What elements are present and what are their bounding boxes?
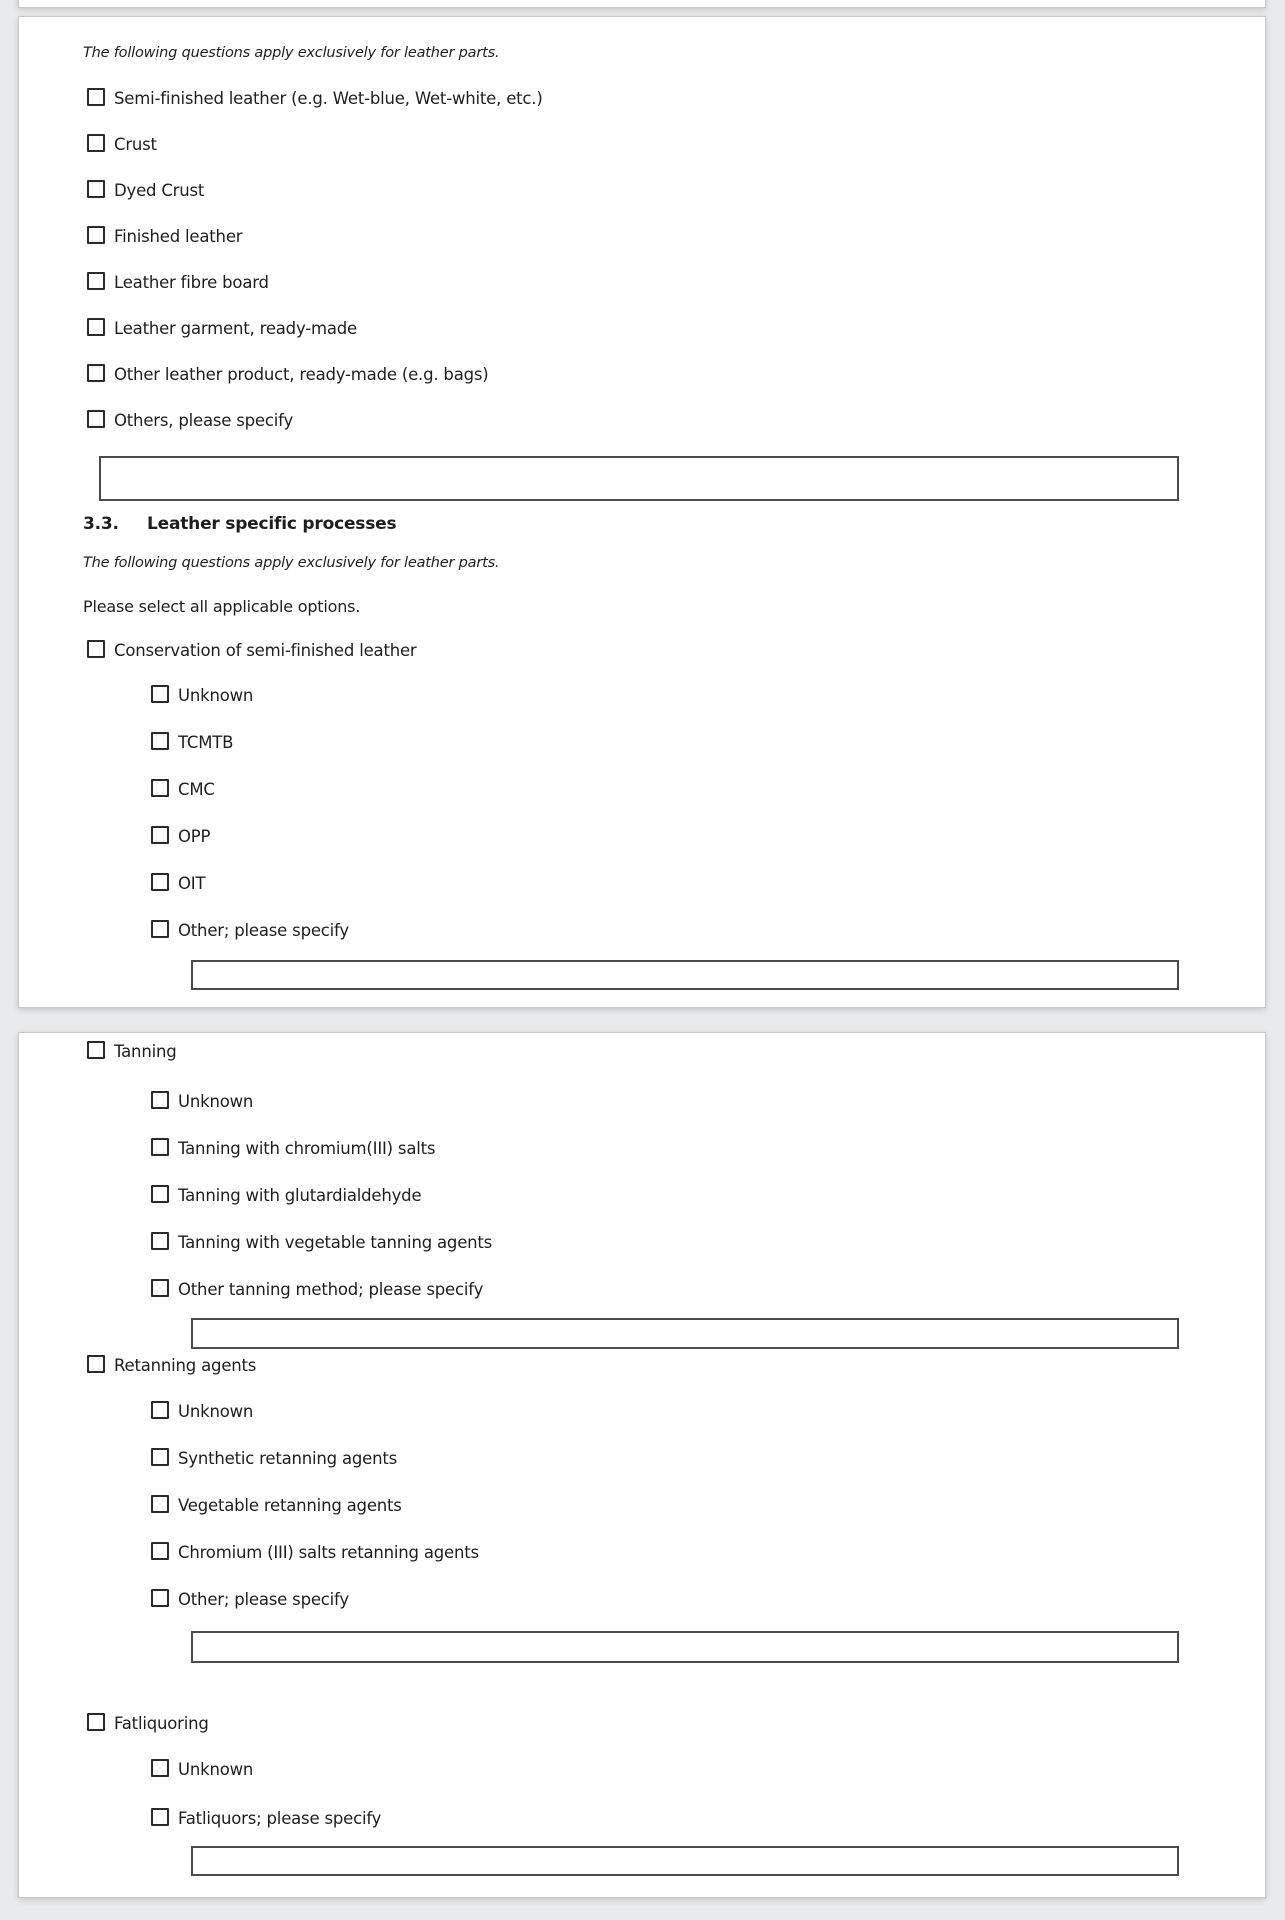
section-heading [83, 513, 1265, 535]
leather-fibre-board-checkbox[interactable] [87, 272, 105, 290]
tanning-other-label: Other tanning method; please specify [178, 1279, 484, 1299]
others-specify-input[interactable] [99, 456, 1179, 501]
option-row-leather-garment [87, 318, 1265, 338]
tanning-glutardialdehyde-checkbox[interactable] [151, 1185, 169, 1203]
conservation-cmc-label: CMC [178, 779, 215, 799]
tanning-unknown-checkbox[interactable] [151, 1091, 169, 1109]
option-row-retanning-chromium [151, 1542, 1265, 1562]
fatliquoring-unknown-label: Unknown [178, 1759, 254, 1779]
retanning-synthetic-label: Synthetic retanning agents [178, 1448, 398, 1468]
option-row-retanning-synthetic [151, 1448, 1265, 1468]
document-page-1 [18, 16, 1266, 1008]
fatliquors-specify-label: Fatliquors; please specify [178, 1808, 382, 1828]
option-row-tanning-chromium [151, 1138, 1265, 1158]
option-row-crust [87, 134, 1265, 154]
option-row-others-specify [87, 410, 1265, 430]
others-specify-label: Others, please specify [114, 410, 294, 430]
option-row-retanning-unknown [151, 1401, 1265, 1421]
conservation-other-checkbox[interactable] [151, 920, 169, 938]
tanning-vegetable-label: Tanning with vegetable tanning agents [178, 1232, 493, 1252]
option-row-retanning-vegetable [151, 1495, 1265, 1515]
option-row-dyed-crust [87, 180, 1265, 200]
fatliquoring-label: Fatliquoring [114, 1713, 209, 1733]
retanning-unknown-checkbox[interactable] [151, 1401, 169, 1419]
tanning-other-input[interactable] [191, 1318, 1179, 1349]
conservation-opp-checkbox[interactable] [151, 826, 169, 844]
option-row-retanning-other [151, 1589, 1265, 1609]
semi-finished-leather-checkbox[interactable] [87, 88, 105, 106]
fatliquors-specify-checkbox[interactable] [151, 1808, 169, 1826]
option-row-retanning [87, 1355, 1265, 1375]
conservation-other-label: Other; please specify [178, 920, 349, 940]
dyed-crust-label: Dyed Crust [114, 180, 205, 200]
conservation-oit-label: OIT [178, 873, 206, 893]
crust-label: Crust [114, 134, 157, 154]
option-row-semi-finished-leather [87, 88, 1265, 108]
conservation-tcmtb-checkbox[interactable] [151, 732, 169, 750]
conservation-unknown-checkbox[interactable] [151, 685, 169, 703]
retanning-label: Retanning agents [114, 1355, 257, 1375]
section-instruction: Please select all applicable options. [83, 597, 361, 616]
previous-page-edge [18, 0, 1266, 8]
section-title: Leather specific processes [147, 514, 397, 534]
retanning-synthetic-checkbox[interactable] [151, 1448, 169, 1466]
retanning-other-checkbox[interactable] [151, 1589, 169, 1607]
option-row-fatliquoring [87, 1713, 1265, 1733]
conservation-label: Conservation of semi-finished leather [114, 640, 417, 660]
tanning-label: Tanning [114, 1041, 177, 1061]
option-row-other-leather-product [87, 364, 1265, 384]
others-specify-checkbox[interactable] [87, 410, 105, 428]
retanning-other-label: Other; please specify [178, 1589, 349, 1609]
conservation-oit-checkbox[interactable] [151, 873, 169, 891]
option-row-tanning [87, 1041, 1265, 1061]
option-row-tanning-glutardialdehyde [151, 1185, 1265, 1205]
option-row-conservation [87, 640, 1265, 660]
retanning-checkbox[interactable] [87, 1355, 105, 1373]
fatliquors-input[interactable] [191, 1846, 1179, 1876]
tanning-checkbox[interactable] [87, 1041, 105, 1059]
tanning-other-checkbox[interactable] [151, 1279, 169, 1297]
option-row-tanning-vegetable [151, 1232, 1265, 1252]
section-number: 3.3. [83, 514, 119, 534]
conservation-unknown-label: Unknown [178, 685, 254, 705]
retanning-other-input[interactable] [191, 1631, 1179, 1663]
other-leather-product-label: Other leather product, ready-made (e.g. bags) [114, 364, 489, 384]
retanning-vegetable-label: Vegetable retanning agents [178, 1495, 402, 1515]
fatliquoring-unknown-checkbox[interactable] [151, 1759, 169, 1777]
option-row-conservation-unknown [151, 685, 1265, 705]
conservation-other-input[interactable] [191, 960, 1179, 990]
tanning-vegetable-checkbox[interactable] [151, 1232, 169, 1250]
option-row-tanning-unknown [151, 1091, 1265, 1111]
tanning-chromium-label: Tanning with chromium(III) salts [178, 1138, 436, 1158]
tanning-glutardialdehyde-label: Tanning with glutardialdehyde [178, 1185, 422, 1205]
conservation-checkbox[interactable] [87, 640, 105, 658]
option-row-conservation-other [151, 920, 1265, 940]
option-row-finished-leather [87, 226, 1265, 246]
retanning-chromium-label: Chromium (III) salts retanning agents [178, 1542, 479, 1562]
document-page-2 [18, 1032, 1266, 1898]
option-row-fatliquoring-unknown [151, 1759, 1265, 1779]
section-note: The following questions apply exclusively for leather parts. [83, 555, 500, 571]
finished-leather-checkbox[interactable] [87, 226, 105, 244]
retanning-unknown-label: Unknown [178, 1401, 254, 1421]
tanning-chromium-checkbox[interactable] [151, 1138, 169, 1156]
retanning-chromium-checkbox[interactable] [151, 1542, 169, 1560]
semi-finished-leather-label: Semi-finished leather (e.g. Wet-blue, Wet-white, etc.) [114, 88, 543, 108]
tanning-unknown-label: Unknown [178, 1091, 254, 1111]
conservation-opp-label: OPP [178, 826, 211, 846]
option-row-conservation-tcmtb [151, 732, 1265, 752]
leather-fibre-board-label: Leather fibre board [114, 272, 269, 292]
other-leather-product-checkbox[interactable] [87, 364, 105, 382]
dyed-crust-checkbox[interactable] [87, 180, 105, 198]
option-row-leather-fibre-board [87, 272, 1265, 292]
option-row-conservation-cmc [151, 779, 1265, 799]
option-row-tanning-other [151, 1279, 1265, 1299]
finished-leather-label: Finished leather [114, 226, 243, 246]
fatliquoring-checkbox[interactable] [87, 1713, 105, 1731]
crust-checkbox[interactable] [87, 134, 105, 152]
option-row-fatliquors-specify [151, 1808, 1265, 1828]
option-row-conservation-oit [151, 873, 1265, 893]
option-row-conservation-opp [151, 826, 1265, 846]
retanning-vegetable-checkbox[interactable] [151, 1495, 169, 1513]
leather-garment-checkbox[interactable] [87, 318, 105, 336]
conservation-tcmtb-label: TCMTB [178, 732, 234, 752]
intro-note: The following questions apply exclusively for leather parts. [83, 45, 500, 61]
conservation-cmc-checkbox[interactable] [151, 779, 169, 797]
leather-garment-label: Leather garment, ready-made [114, 318, 357, 338]
